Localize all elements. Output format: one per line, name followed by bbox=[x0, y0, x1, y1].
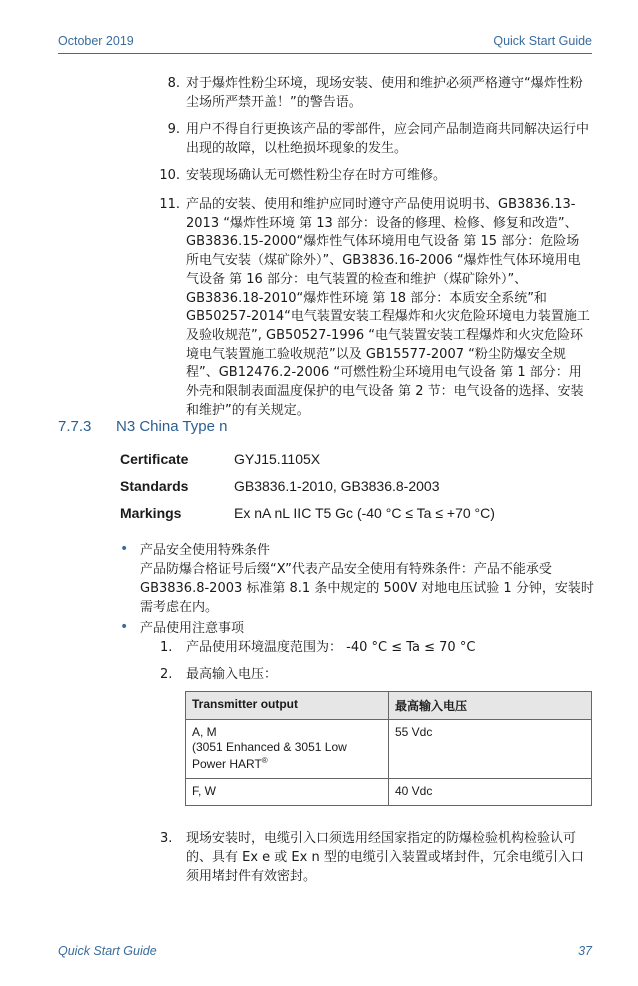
voltage-table bbox=[185, 691, 592, 806]
output-line-text: Power HART bbox=[192, 757, 262, 771]
standards-value: GB3836.1-2010, GB3836.8-2003 bbox=[234, 478, 440, 494]
registered-mark: ® bbox=[261, 756, 268, 765]
list-item-text: 安装现场确认无可燃性粉尘存在时方可维修。 bbox=[186, 168, 447, 183]
list-item-text: 用户不得自行更换该产品的零部件，应会同产品制造商共同解决运行中出现的故障，以杜绝损坏现象的发生。 bbox=[186, 122, 590, 156]
list-item-number: 8. bbox=[167, 76, 180, 91]
output-line: (3051 Enhanced & 3051 Low bbox=[192, 739, 347, 754]
sub-item-number: 3. bbox=[160, 831, 173, 846]
sub-item-2 bbox=[160, 665, 590, 684]
sub-item-text: 现场安装时，电缆引入口须选用经国家指定的防爆检验机构检验认可的、具有 Ex e 或 Ex n 型的电缆引入装置或堵封件，冗余电缆引入口须用堵封件有效密封。 bbox=[186, 831, 584, 884]
table-header-row bbox=[186, 692, 592, 720]
header-doc-title: Quick Start Guide bbox=[493, 34, 592, 48]
list-item-number: 11. bbox=[159, 197, 180, 212]
markings-label: Markings bbox=[120, 505, 182, 521]
table-cell-voltage: 40 Vdc bbox=[389, 779, 592, 806]
markings-value: Ex nA nL IIC T5 Gc (-40 °C ≤ Ta ≤ +70 °C) bbox=[234, 505, 495, 521]
list-item-number: 9. bbox=[167, 122, 180, 137]
bullet-title: 产品使用注意事项 bbox=[140, 621, 245, 636]
output-line bbox=[192, 754, 382, 772]
bullet-icon: • bbox=[120, 619, 129, 635]
list-item-number: 10. bbox=[159, 168, 180, 183]
sub-item-3 bbox=[160, 829, 590, 886]
section-title: N3 China Type n bbox=[116, 418, 228, 435]
sub-item-1 bbox=[160, 638, 590, 657]
table-cell-output: F, W bbox=[186, 779, 389, 806]
table-cell-output bbox=[186, 720, 389, 779]
list-item-11 bbox=[150, 196, 590, 420]
output-line: A, M bbox=[192, 725, 217, 739]
bullet-title: 产品安全使用特殊条件 bbox=[140, 543, 271, 558]
table-header-voltage: 最高输入电压 bbox=[389, 692, 592, 720]
special-conditions-text: 产品防爆合格证号后缀“X”代表产品安全使用有特殊条件：产品不能承受 GB3836.8-2003 标准第 8.1 条中规定的 500V 对地电压试验 1 分钟，安装时需考虑在内。 bbox=[140, 562, 594, 615]
sub-item-number: 2. bbox=[160, 667, 173, 682]
footer-doc-title: Quick Start Guide bbox=[58, 944, 157, 958]
page-number: 37 bbox=[578, 944, 592, 958]
list-item-text: 产品的安装、使用和维护应同时遵守产品使用说明书、GB3836.13-2013 “爆炸性环境 第 13 部分：设备的修理、检修、修复和改造”、GB3836.15-2000“爆炸性气体环境用电气设备 第 15 部分：危险场所电气安装（煤矿除外）”、GB3836.16-2006 “爆炸性气体环境用电气设备 第 16 部分：电气装置的检查和维护（煤矿除外）”、GB3836.18-2010“爆炸性环境 第 18 部分：本质安全系统”和 GB50257-2014“电气装置安装工程爆炸和火灾危险环境电力装置施工及验收规范”, GB50527-1996 “电气装置安装工程爆炸和火灾危险环境电气装置施工验收规范”以及 GB15577-2007 “粉尘防爆安全规程”、GB12476.2-2006 “可燃性粉尘环境用电气设备 第 1 部分：用外壳和限制表面温度保护的电气设备 第 2 节：电气设备的选择、安装和维护”的有关规定。 bbox=[186, 197, 590, 418]
section-number: 7.7.3 bbox=[58, 418, 92, 435]
list-item-9 bbox=[150, 121, 590, 158]
standards-label: Standards bbox=[120, 478, 189, 494]
table-row bbox=[186, 779, 592, 806]
sub-item-text: 产品使用环境温度范围为： -40 °C ≤ Ta ≤ 70 °C bbox=[186, 640, 476, 655]
table-row bbox=[186, 720, 592, 779]
header-date: October 2019 bbox=[58, 34, 134, 48]
sub-item-text: 最高输入电压： bbox=[186, 667, 278, 682]
table-header-output: Transmitter output bbox=[186, 692, 389, 720]
sub-item-number: 1. bbox=[160, 640, 173, 655]
header-divider bbox=[58, 53, 592, 54]
table-cell-voltage: 55 Vdc bbox=[389, 720, 592, 779]
list-item-10 bbox=[150, 167, 590, 186]
certificate-label: Certificate bbox=[120, 451, 189, 467]
list-item-8 bbox=[150, 75, 590, 112]
bullet-icon: • bbox=[120, 541, 129, 557]
list-item-text: 对于爆炸性粉尘环境，现场安装、使用和维护必须严格遵守“爆炸性粉尘场所严禁开盖！”的警告语。 bbox=[186, 76, 583, 110]
certificate-value: GYJ15.1105X bbox=[234, 451, 321, 467]
